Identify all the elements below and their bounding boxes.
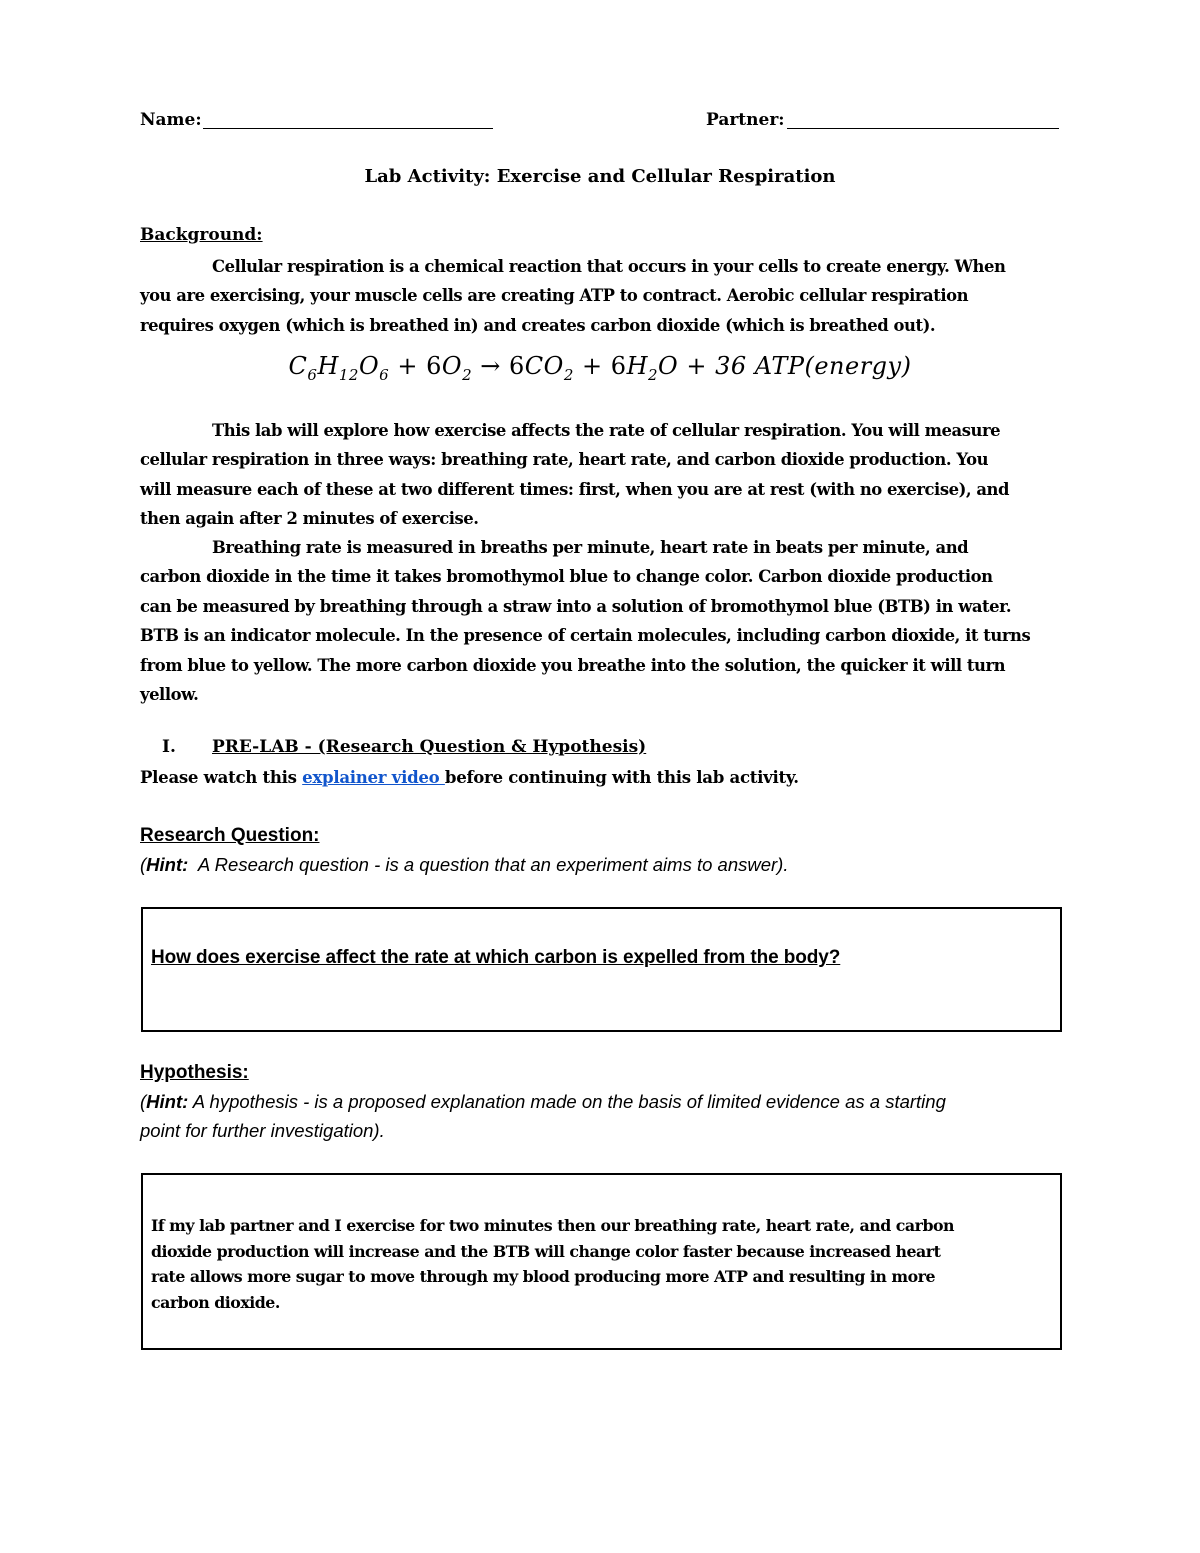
- answer-line: If my lab partner and I exercise for two minutes then our breathing rate, heart rate, and carbon: [151, 1216, 955, 1235]
- research-question-box: [141, 907, 1062, 1032]
- partner-label: Partner:: [706, 110, 785, 130]
- answer-line: carbon dioxide.: [151, 1293, 280, 1313]
- paragraph-line: then again after 2 minutes of exercise.: [140, 509, 479, 529]
- answer-line: rate allows more sugar to move through my blood producing more ATP and resulting in more: [151, 1267, 935, 1287]
- paragraph-line: cellular respiration in three ways: breathing rate, heart rate, and carbon dioxide production. You: [140, 450, 989, 470]
- partner-field[interactable]: [787, 128, 1059, 129]
- paragraph-line: carbon dioxide in the time it takes bromothymol blue to change color. Carbon dioxide production: [140, 567, 993, 587]
- paragraph-line: from blue to yellow. The more carbon dioxide you breathe into the solution, the quicker it will turn: [140, 655, 1006, 675]
- hypothesis-heading: Hypothesis:: [140, 1062, 249, 1083]
- watch-video-instruction: Please watch this explainer video before continuing with this lab activity.: [140, 767, 799, 787]
- research-question-text: How does exercise affect the rate at which carbon is expelled from the body?: [151, 947, 841, 968]
- paragraph-line: requires oxygen (which is breathed in) and creates carbon dioxide (which is breathed out).: [140, 315, 936, 335]
- background-heading: Background:: [140, 225, 263, 245]
- answer-line: dioxide production will increase and the BTB will change color faster because increased heart: [151, 1241, 941, 1261]
- name-field[interactable]: [203, 128, 493, 129]
- paragraph-line: you are exercising, your muscle cells are creating ATP to contract. Aerobic cellular respiration: [140, 286, 969, 306]
- name-label: Name:: [140, 110, 202, 130]
- section-number: I.: [162, 737, 176, 757]
- paragraph-line: will measure each of these at two different times: first, when you are at rest (with no exercise), and: [140, 479, 1010, 499]
- paragraph-line: This lab will explore how exercise affects the rate of cellular respiration. You will measure: [212, 421, 1001, 440]
- page-title: Lab Activity: Exercise and Cellular Respiration: [364, 166, 836, 187]
- hypothesis-hint: (Hint: A hypothesis - is a proposed explanation made on the basis of limited evidence as a starting point for further investigation).: [140, 1091, 946, 1141]
- paragraph-line: can be measured by breathing through a straw into a solution of bromothymol blue (BTB) in water.: [140, 596, 1012, 616]
- paragraph-line: yellow.: [140, 684, 199, 704]
- background-paragraph-3: [140, 533, 1060, 709]
- section-title: PRE-LAB - (Research Question & Hypothesis): [212, 737, 647, 757]
- respiration-equation: $C_6H_{12}O_6 + 6O_2 \to 6CO_2 + 6H_2O + 36$ ATP(energy): [288, 352, 912, 384]
- explainer-video-link[interactable]: explainer video: [302, 767, 445, 787]
- background-paragraph-1: [140, 252, 1060, 340]
- hypothesis-answer-box[interactable]: [141, 1173, 1062, 1350]
- paragraph-line: BTB is an indicator molecule. In the presence of certain molecules, including carbon dioxide, it turns: [140, 626, 1031, 646]
- research-question-heading: Research Question:: [140, 825, 320, 846]
- research-hint: (Hint: A Research question - is a question that an experiment aims to answer).: [140, 854, 789, 875]
- hypothesis-answer-text: [151, 1213, 1051, 1316]
- prelab-heading: [140, 737, 646, 757]
- background-paragraph-2: [140, 416, 1060, 534]
- paragraph-line: Cellular respiration is a chemical reaction that occurs in your cells to create energy. When: [212, 257, 1006, 276]
- paragraph-line: Breathing rate is measured in breaths per minute, heart rate in beats per minute, and: [212, 538, 969, 557]
